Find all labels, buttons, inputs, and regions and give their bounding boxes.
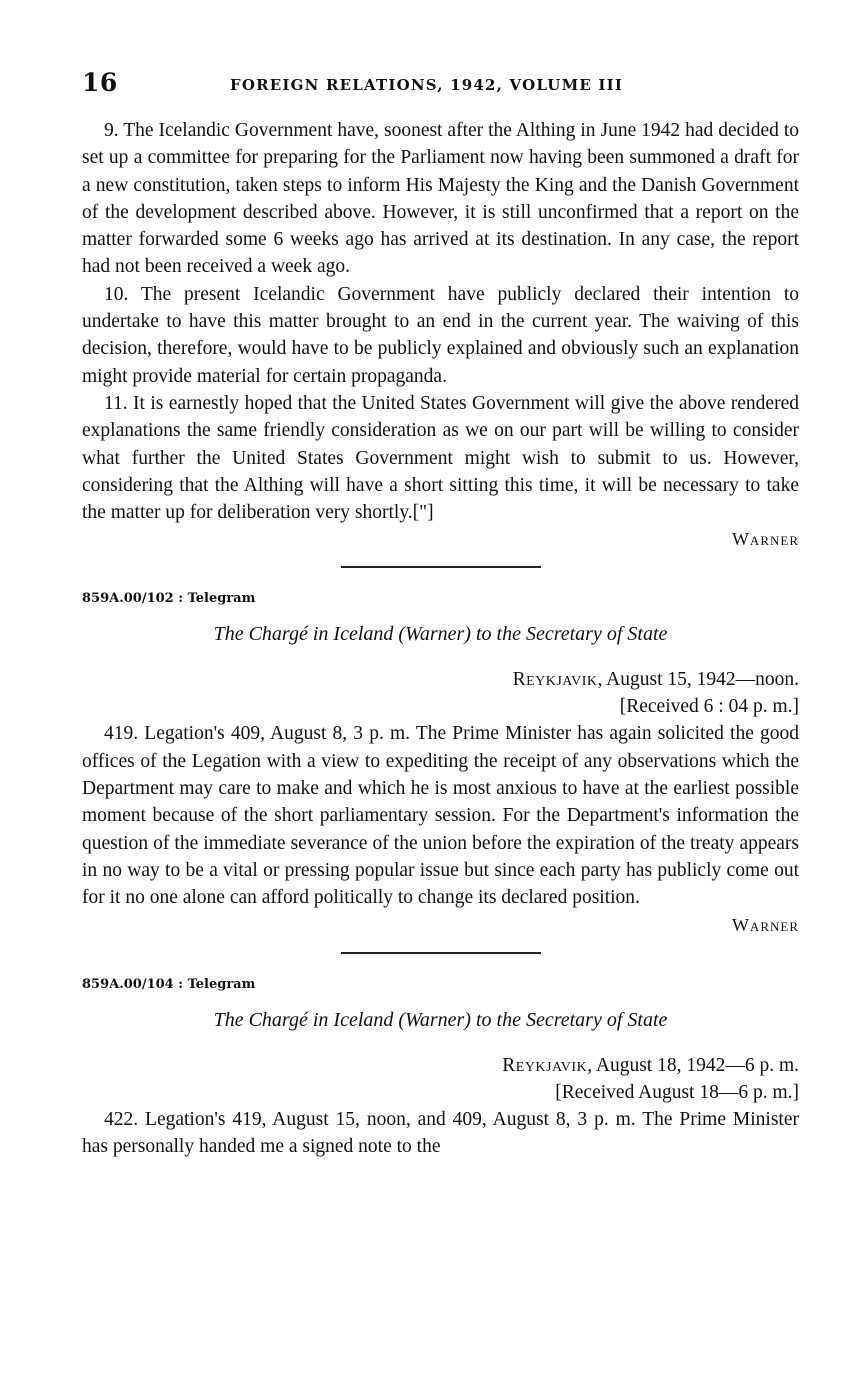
running-head: FOREIGN RELATIONS, 1942, VOLUME III <box>230 76 624 94</box>
paragraph-10: 10. The present Icelandic Government have publicly declared their intention to undertake to have this matter brought to an end in the current year. The waiving of this decision, therefore, would have to be publicly explained and obviously such an explanation might provide material for certain propaganda. <box>82 283 799 387</box>
paragraph-11: 11. It is earnestly hoped that the United States Government will give the above rendered explanations the same friendly consideration as we on our part will be willing to consider what further the United States Government might wish to submit to us. However, considering that the Althing will have a short sitting this time, it will be necessary to take the matter up for deliberation very shortly.["] <box>82 392 799 524</box>
page-header <box>82 68 797 102</box>
dateline-place-104: Reykjavik <box>502 1054 588 1076</box>
received-line-104: [Received August 18—6 p. m.] <box>555 1081 799 1103</box>
dateline-date-102: , August 15, 1942—noon. <box>597 669 799 691</box>
dateline-place-102: Reykjavik <box>512 669 598 691</box>
dateline-date-104: , August 18, 1942—6 p. m. <box>587 1054 799 1076</box>
signature-warner-1: Warner <box>731 529 799 550</box>
dateline-104 <box>82 1052 799 1079</box>
document-title-102: The Chargé in Iceland (Warner) to the Secretary of State <box>213 623 668 646</box>
signature-warner-2: Warner <box>731 914 799 935</box>
section-divider-2 <box>341 952 541 954</box>
file-reference-104: 859A.00/104 : Telegram <box>82 976 256 992</box>
file-reference-102: 859A.00/102 : Telegram <box>82 591 256 607</box>
telegram-body-422: 422. Legation's 419, August 15, noon, and 409, August 8, 3 p. m. The Prime Minister has personally handed me a signed note to the <box>82 1108 799 1157</box>
page-body <box>82 117 799 1160</box>
telegram-body-419: 419. Legation's 409, August 8, 3 p. m. The Prime Minister has again solicited the good offices of the Legation with a view to expediting the receipt of any observations which the Department may care to make and which he is most anxious to have at the earliest possible moment because of the short parliamentary session. For the Department's information the question of the immediate severance of the union before the expiration of the treaty appears in no way to be a vital or pressing popular issue but since each party has publicly come out for it no one alone can afford politically to change its declared position. <box>82 723 799 909</box>
section-divider-1 <box>341 566 541 568</box>
paragraph-9: 9. The Icelandic Government have, soonest after the Althing in June 1942 had decided to set up a committee for preparing for the Parliament now having been summoned a draft for a new constitution, taken steps to inform His Majesty the King and the Danish Government of the development described above. However, it is still unconfirmed that a report on the matter forwarded some 6 weeks ago has arrived at its destination. In any case, the report had not been received a week ago. <box>82 120 799 278</box>
document-title-104: The Chargé in Iceland (Warner) to the Secretary of State <box>213 1008 668 1031</box>
page-number: 16 <box>82 68 118 97</box>
dateline-102 <box>82 666 799 693</box>
received-line-102: [Received 6 : 04 p. m.] <box>619 696 799 718</box>
